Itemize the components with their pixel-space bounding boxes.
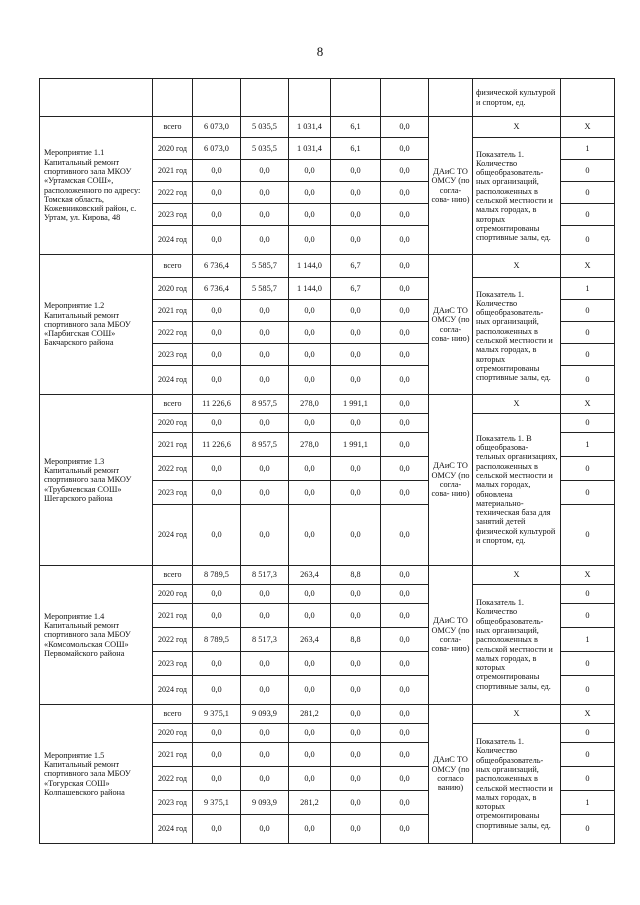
indicator-value-cell: 0	[561, 226, 615, 255]
indicator-cell: Показатель 1. Количество общеобразователь- ных организаций, расположенных в сельской местности и малых городах, в которых отремонтированы спортивные залы, ед.	[473, 278, 561, 395]
indicator-value-cell: 0	[561, 344, 615, 366]
indicator-value-cell: 0	[561, 204, 615, 226]
period-cell: 2024 год	[153, 676, 193, 705]
regional-funding-cell: 0,0	[289, 767, 331, 791]
local-funding-cell: 0,0	[331, 767, 381, 791]
extrabudget-funding-cell: 0,0	[381, 344, 429, 366]
federal-funding-cell: 9 093,9	[241, 705, 289, 724]
indicator-value-cell: Х	[561, 395, 615, 414]
total-funding-cell: 6 736,4	[193, 255, 241, 278]
extrabudget-funding-cell: 0,0	[381, 395, 429, 414]
extrabudget-funding-cell: 0,0	[381, 457, 429, 481]
total-funding-cell: 0,0	[193, 505, 241, 566]
regional-funding-cell: 0,0	[289, 300, 331, 322]
regional-funding-cell: 263,4	[289, 566, 331, 585]
extrabudget-funding-cell: 0,0	[381, 433, 429, 457]
extrabudget-funding-cell: 0,0	[381, 628, 429, 652]
extrabudget-funding-cell: 0,0	[381, 791, 429, 815]
period-cell: 2021 год	[153, 743, 193, 767]
total-funding-cell: 0,0	[193, 767, 241, 791]
extrabudget-funding-cell: 0,0	[381, 117, 429, 138]
total-funding-cell: 0,0	[193, 457, 241, 481]
extrabudget-funding-cell: 0,0	[381, 138, 429, 160]
federal-funding-cell: 0,0	[241, 160, 289, 182]
federal-funding-cell: 0,0	[241, 300, 289, 322]
indicator-value-cell: 0	[561, 300, 615, 322]
federal-funding-cell: 5 585,7	[241, 255, 289, 278]
total-funding-cell: 0,0	[193, 414, 241, 433]
federal-funding-cell: 0,0	[241, 743, 289, 767]
indicator-value-cell: 1	[561, 278, 615, 300]
local-funding-cell: 0,0	[331, 676, 381, 705]
indicator-value-cell: 0	[561, 652, 615, 676]
total-funding-cell: 0,0	[193, 743, 241, 767]
indicator-header-value-cell: Х	[473, 255, 561, 278]
period-cell: 2021 год	[153, 604, 193, 628]
total-funding-cell: 9 375,1	[193, 791, 241, 815]
regional-funding-cell: 0,0	[289, 604, 331, 628]
federal-funding-cell: 8 517,3	[241, 628, 289, 652]
local-funding-cell: 0,0	[331, 791, 381, 815]
period-cell: 2021 год	[153, 433, 193, 457]
table-row	[40, 255, 615, 278]
total-funding-cell: 11 226,6	[193, 395, 241, 414]
table-row	[40, 79, 615, 117]
total-funding-cell: 0,0	[193, 366, 241, 395]
empty-cell	[193, 79, 241, 117]
empty-cell	[561, 79, 615, 117]
period-cell: 2023 год	[153, 652, 193, 676]
table-row	[40, 705, 615, 724]
activity-cell: Мероприятие 1.2 Капитальный ремонт спортивного зала МБОУ «Парбигская СОШ» Бакчарского района	[40, 255, 153, 395]
empty-cell	[289, 79, 331, 117]
total-funding-cell: 9 375,1	[193, 705, 241, 724]
indicator-cell: Показатель 1. В общеобразова- тельных организациях, расположенных в сельской местности и малых городах, обновлена материально- техническая база для занятий детей физической культурой и спортом, ед.	[473, 414, 561, 566]
extrabudget-funding-cell: 0,0	[381, 366, 429, 395]
period-cell: 2022 год	[153, 322, 193, 344]
total-funding-cell: 6 736,4	[193, 278, 241, 300]
local-funding-cell: 1 991,1	[331, 395, 381, 414]
executor-cell: ДАиС ТО ОМСУ (по согла- сова- нию)	[429, 255, 473, 395]
indicator-cell: Показатель 1. Количество общеобразователь- ных организаций, расположенных в сельской местности и малых городах, в которых отремонтированы спортивные залы, ед.	[473, 138, 561, 255]
period-cell: всего	[153, 566, 193, 585]
indicator-value-cell: 1	[561, 138, 615, 160]
local-funding-cell: 0,0	[331, 585, 381, 604]
federal-funding-cell: 8 957,5	[241, 395, 289, 414]
federal-funding-cell: 0,0	[241, 815, 289, 844]
period-cell: 2022 год	[153, 767, 193, 791]
federal-funding-cell: 9 093,9	[241, 791, 289, 815]
total-funding-cell: 0,0	[193, 300, 241, 322]
regional-funding-cell: 0,0	[289, 366, 331, 395]
regional-funding-cell: 1 031,4	[289, 117, 331, 138]
regional-funding-cell: 0,0	[289, 815, 331, 844]
extrabudget-funding-cell: 0,0	[381, 815, 429, 844]
total-funding-cell: 6 073,0	[193, 138, 241, 160]
local-funding-cell: 6,1	[331, 138, 381, 160]
empty-cell	[429, 79, 473, 117]
executor-cell: ДАиС ТО ОМСУ (по согла- сова- нию)	[429, 117, 473, 255]
regional-funding-cell: 1 144,0	[289, 278, 331, 300]
total-funding-cell: 0,0	[193, 481, 241, 505]
extrabudget-funding-cell: 0,0	[381, 414, 429, 433]
extrabudget-funding-cell: 0,0	[381, 255, 429, 278]
period-cell: 2020 год	[153, 414, 193, 433]
extrabudget-funding-cell: 0,0	[381, 676, 429, 705]
period-cell: всего	[153, 705, 193, 724]
empty-cell	[381, 79, 429, 117]
federal-funding-cell: 0,0	[241, 676, 289, 705]
indicator-header-value-cell: Х	[473, 566, 561, 585]
local-funding-cell: 0,0	[331, 652, 381, 676]
indicator-value-cell: 0	[561, 724, 615, 743]
local-funding-cell: 0,0	[331, 724, 381, 743]
table-row	[40, 117, 615, 138]
empty-cell	[331, 79, 381, 117]
period-cell: 2021 год	[153, 300, 193, 322]
extrabudget-funding-cell: 0,0	[381, 585, 429, 604]
period-cell: 2020 год	[153, 278, 193, 300]
total-funding-cell: 0,0	[193, 182, 241, 204]
local-funding-cell: 0,0	[331, 743, 381, 767]
table-row	[40, 566, 615, 585]
indicator-value-cell: 0	[561, 182, 615, 204]
extrabudget-funding-cell: 0,0	[381, 204, 429, 226]
extrabudget-funding-cell: 0,0	[381, 160, 429, 182]
period-cell: 2023 год	[153, 481, 193, 505]
total-funding-cell: 0,0	[193, 585, 241, 604]
program-activities-table	[39, 78, 615, 844]
local-funding-cell: 0,0	[331, 505, 381, 566]
page-number: 8	[316, 44, 324, 59]
regional-funding-cell: 281,2	[289, 705, 331, 724]
regional-funding-cell: 0,0	[289, 226, 331, 255]
local-funding-cell: 8,8	[331, 566, 381, 585]
activity-cell: Мероприятие 1.1 Капитальный ремонт спортивного зала МКОУ «Уртамская СОШ», расположенного по адресу: Томская область, Кожевниковский район, с. Уртам, ул. Кирова, 48	[40, 117, 153, 255]
regional-funding-cell: 1 031,4	[289, 138, 331, 160]
regional-funding-cell: 281,2	[289, 791, 331, 815]
local-funding-cell: 0,0	[331, 182, 381, 204]
federal-funding-cell: 0,0	[241, 322, 289, 344]
period-cell: всего	[153, 395, 193, 414]
local-funding-cell: 0,0	[331, 366, 381, 395]
activity-cell: Мероприятие 1.3 Капитальный ремонт спортивного зала МКОУ «Трубачевская СОШ» Шегарского района	[40, 395, 153, 566]
regional-funding-cell: 278,0	[289, 433, 331, 457]
indicator-value-cell: 0	[561, 160, 615, 182]
local-funding-cell: 0,0	[331, 705, 381, 724]
local-funding-cell: 0,0	[331, 322, 381, 344]
total-funding-cell: 0,0	[193, 322, 241, 344]
period-cell: 2024 год	[153, 366, 193, 395]
indicator-value-cell: 0	[561, 322, 615, 344]
indicator-value-cell: 0	[561, 505, 615, 566]
local-funding-cell: 0,0	[331, 457, 381, 481]
period-cell: 2023 год	[153, 204, 193, 226]
local-funding-cell: 0,0	[331, 815, 381, 844]
period-cell: 2024 год	[153, 505, 193, 566]
total-funding-cell: 11 226,6	[193, 433, 241, 457]
local-funding-cell: 0,0	[331, 226, 381, 255]
period-cell: всего	[153, 255, 193, 278]
empty-cell	[40, 79, 153, 117]
indicator-value-cell: Х	[561, 255, 615, 278]
indicator-value-cell: 0	[561, 585, 615, 604]
indicator-cell: физической культурой и спортом, ед.	[473, 79, 561, 117]
federal-funding-cell: 0,0	[241, 724, 289, 743]
regional-funding-cell: 0,0	[289, 505, 331, 566]
executor-cell: ДАиС ТО ОМСУ (по согла- сова- нию)	[429, 395, 473, 566]
extrabudget-funding-cell: 0,0	[381, 705, 429, 724]
federal-funding-cell: 0,0	[241, 226, 289, 255]
indicator-value-cell: Х	[561, 566, 615, 585]
federal-funding-cell: 0,0	[241, 366, 289, 395]
indicator-value-cell: 0	[561, 414, 615, 433]
extrabudget-funding-cell: 0,0	[381, 300, 429, 322]
federal-funding-cell: 0,0	[241, 344, 289, 366]
indicator-value-cell: 1	[561, 628, 615, 652]
total-funding-cell: 0,0	[193, 652, 241, 676]
total-funding-cell: 8 789,5	[193, 566, 241, 585]
indicator-header-value-cell: Х	[473, 705, 561, 724]
indicator-header-value-cell: Х	[473, 395, 561, 414]
federal-funding-cell: 5 035,5	[241, 138, 289, 160]
regional-funding-cell: 1 144,0	[289, 255, 331, 278]
total-funding-cell: 6 073,0	[193, 117, 241, 138]
federal-funding-cell: 5 035,5	[241, 117, 289, 138]
regional-funding-cell: 0,0	[289, 160, 331, 182]
extrabudget-funding-cell: 0,0	[381, 322, 429, 344]
total-funding-cell: 0,0	[193, 204, 241, 226]
indicator-value-cell: 0	[561, 604, 615, 628]
federal-funding-cell: 0,0	[241, 505, 289, 566]
federal-funding-cell: 0,0	[241, 182, 289, 204]
extrabudget-funding-cell: 0,0	[381, 226, 429, 255]
period-cell: 2022 год	[153, 457, 193, 481]
period-cell: 2023 год	[153, 791, 193, 815]
indicator-cell: Показатель 1. Количество общеобразователь- ных организаций, расположенных в сельской местности и малых городах, в которых отремонтированы спортивные залы, ед.	[473, 724, 561, 844]
empty-cell	[153, 79, 193, 117]
federal-funding-cell: 0,0	[241, 767, 289, 791]
local-funding-cell: 6,1	[331, 117, 381, 138]
period-cell: 2020 год	[153, 585, 193, 604]
local-funding-cell: 0,0	[331, 160, 381, 182]
local-funding-cell: 0,0	[331, 204, 381, 226]
regional-funding-cell: 0,0	[289, 204, 331, 226]
local-funding-cell: 6,7	[331, 278, 381, 300]
period-cell: 2023 год	[153, 344, 193, 366]
extrabudget-funding-cell: 0,0	[381, 278, 429, 300]
regional-funding-cell: 0,0	[289, 414, 331, 433]
extrabudget-funding-cell: 0,0	[381, 566, 429, 585]
total-funding-cell: 0,0	[193, 160, 241, 182]
regional-funding-cell: 0,0	[289, 481, 331, 505]
indicator-value-cell: 0	[561, 767, 615, 791]
extrabudget-funding-cell: 0,0	[381, 182, 429, 204]
total-funding-cell: 8 789,5	[193, 628, 241, 652]
regional-funding-cell: 0,0	[289, 676, 331, 705]
indicator-value-cell: 0	[561, 366, 615, 395]
extrabudget-funding-cell: 0,0	[381, 652, 429, 676]
indicator-header-value-cell: Х	[473, 117, 561, 138]
regional-funding-cell: 278,0	[289, 395, 331, 414]
period-cell: всего	[153, 117, 193, 138]
federal-funding-cell: 0,0	[241, 414, 289, 433]
table-row	[40, 395, 615, 414]
period-cell: 2024 год	[153, 226, 193, 255]
extrabudget-funding-cell: 0,0	[381, 767, 429, 791]
federal-funding-cell: 0,0	[241, 204, 289, 226]
federal-funding-cell: 5 585,7	[241, 278, 289, 300]
period-cell: 2021 год	[153, 160, 193, 182]
activity-cell: Мероприятие 1.4 Капитальный ремонт спортивного зала МБОУ «Комсомольская СОШ» Первомайского района	[40, 566, 153, 705]
local-funding-cell: 0,0	[331, 344, 381, 366]
total-funding-cell: 0,0	[193, 344, 241, 366]
indicator-value-cell: 0	[561, 815, 615, 844]
indicator-value-cell: 1	[561, 433, 615, 457]
regional-funding-cell: 0,0	[289, 344, 331, 366]
total-funding-cell: 0,0	[193, 604, 241, 628]
federal-funding-cell: 8 957,5	[241, 433, 289, 457]
regional-funding-cell: 263,4	[289, 628, 331, 652]
regional-funding-cell: 0,0	[289, 457, 331, 481]
local-funding-cell: 0,0	[331, 300, 381, 322]
federal-funding-cell: 0,0	[241, 652, 289, 676]
indicator-value-cell: Х	[561, 117, 615, 138]
period-cell: 2022 год	[153, 628, 193, 652]
regional-funding-cell: 0,0	[289, 724, 331, 743]
indicator-value-cell: 0	[561, 743, 615, 767]
indicator-cell: Показатель 1. Количество общеобразователь- ных организаций, расположенных в сельской местности и малых городах, в которых отремонтированы спортивные залы, ед.	[473, 585, 561, 705]
federal-funding-cell: 0,0	[241, 585, 289, 604]
regional-funding-cell: 0,0	[289, 743, 331, 767]
activity-cell: Мероприятие 1.5 Капитальный ремонт спортивного зала МБОУ «Тогурская СОШ» Колпашевского района	[40, 705, 153, 844]
executor-cell: ДАиС ТО ОМСУ (по согла- сова- нию)	[429, 566, 473, 705]
indicator-value-cell: 0	[561, 457, 615, 481]
period-cell: 2022 год	[153, 182, 193, 204]
empty-cell	[241, 79, 289, 117]
period-cell: 2024 год	[153, 815, 193, 844]
extrabudget-funding-cell: 0,0	[381, 604, 429, 628]
extrabudget-funding-cell: 0,0	[381, 724, 429, 743]
extrabudget-funding-cell: 0,0	[381, 505, 429, 566]
local-funding-cell: 0,0	[331, 604, 381, 628]
total-funding-cell: 0,0	[193, 226, 241, 255]
local-funding-cell: 1 991,1	[331, 433, 381, 457]
indicator-value-cell: 1	[561, 791, 615, 815]
federal-funding-cell: 0,0	[241, 604, 289, 628]
total-funding-cell: 0,0	[193, 724, 241, 743]
indicator-value-cell: Х	[561, 705, 615, 724]
local-funding-cell: 8,8	[331, 628, 381, 652]
federal-funding-cell: 8 517,3	[241, 566, 289, 585]
federal-funding-cell: 0,0	[241, 481, 289, 505]
local-funding-cell: 0,0	[331, 481, 381, 505]
regional-funding-cell: 0,0	[289, 585, 331, 604]
period-cell: 2020 год	[153, 724, 193, 743]
regional-funding-cell: 0,0	[289, 322, 331, 344]
executor-cell: ДАиС ТО ОМСУ (по согласо ванию)	[429, 705, 473, 844]
local-funding-cell: 0,0	[331, 414, 381, 433]
local-funding-cell: 6,7	[331, 255, 381, 278]
period-cell: 2020 год	[153, 138, 193, 160]
indicator-value-cell: 0	[561, 676, 615, 705]
regional-funding-cell: 0,0	[289, 652, 331, 676]
extrabudget-funding-cell: 0,0	[381, 481, 429, 505]
regional-funding-cell: 0,0	[289, 182, 331, 204]
extrabudget-funding-cell: 0,0	[381, 743, 429, 767]
indicator-value-cell: 0	[561, 481, 615, 505]
federal-funding-cell: 0,0	[241, 457, 289, 481]
total-funding-cell: 0,0	[193, 676, 241, 705]
total-funding-cell: 0,0	[193, 815, 241, 844]
